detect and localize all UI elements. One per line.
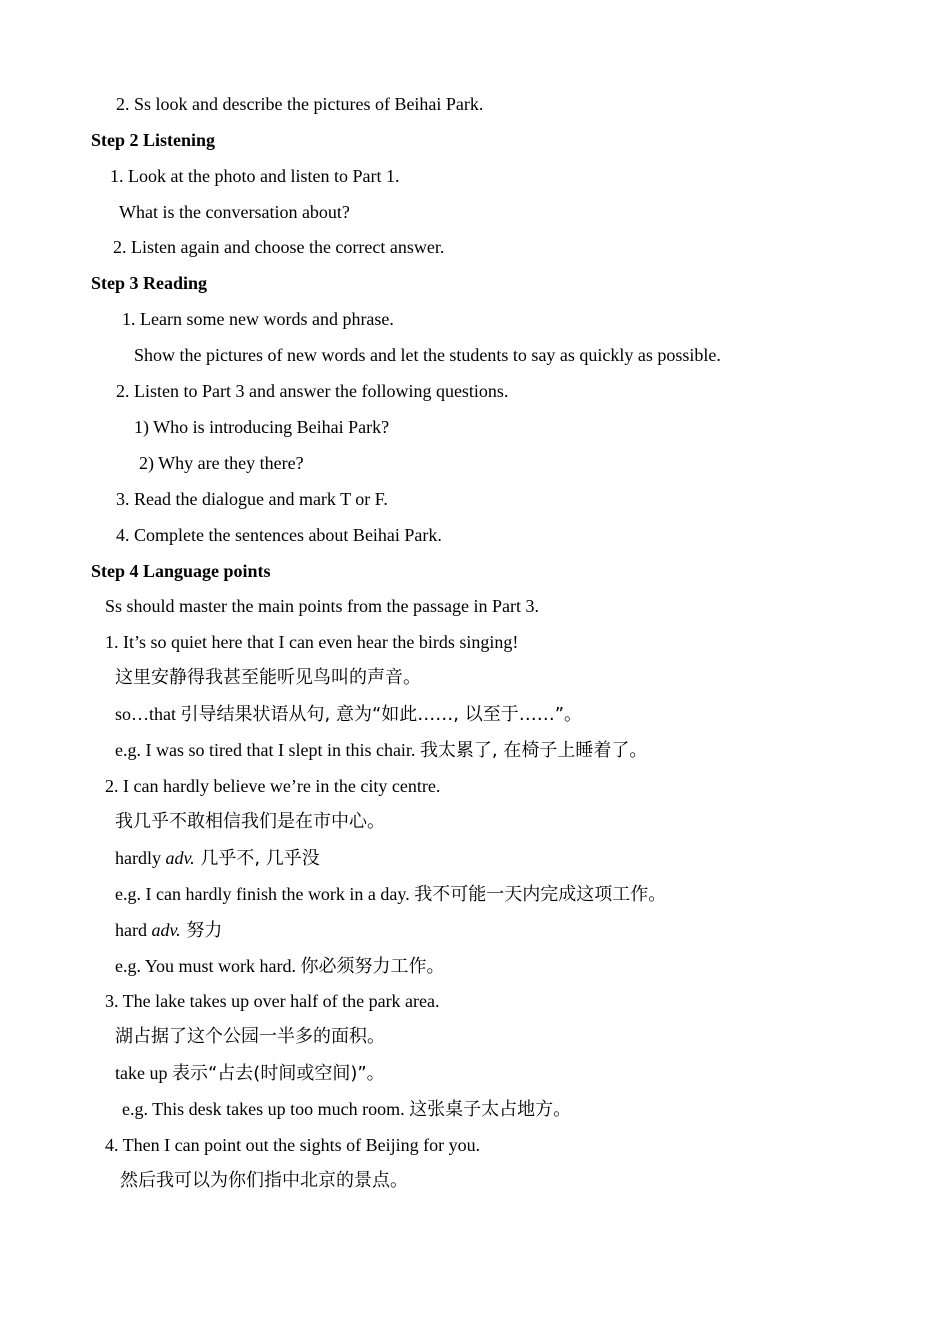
point-3-sentence: 3. The lake takes up over half of the park area. <box>105 991 440 1011</box>
hard-pos: adv. <box>151 920 181 940</box>
point-2-translation: 我几乎不敢相信我们是在市中心。 <box>115 811 385 832</box>
step3-item-1-detail: Show the pictures of new words and let the students to say as quickly as possible. <box>134 345 721 365</box>
point-2-sentence: 2. I can hardly believe we’re in the city centre. <box>105 776 441 796</box>
point-1-example-zh: 我太累了, 在椅子上睡着了。 <box>419 740 648 761</box>
step2-heading: Step 2 Listening <box>91 130 216 150</box>
point-1-example <box>115 739 647 762</box>
hardly-word: hardly <box>115 848 166 868</box>
point-4-sentence: 4. Then I can point out the sights of Beijing for you. <box>105 1135 481 1155</box>
hard-word: hard <box>115 920 152 940</box>
point-2-example-1 <box>115 883 666 906</box>
point-2-example-2-zh: 你必须努力工作。 <box>300 956 445 977</box>
point-2-example-2 <box>115 955 445 978</box>
hardly-meaning: 几乎不, 几乎没 <box>194 848 320 869</box>
point-1-note-explanation: 引导结果状语从句, 意为“如此……, 以至于……”。 <box>180 704 583 725</box>
hardly-pos: adv. <box>165 848 195 868</box>
step3-question-2: 2) Why are they there? <box>139 453 304 473</box>
point-3-note <box>115 1062 385 1085</box>
step3-heading: Step 3 Reading <box>91 273 208 293</box>
point-1-note <box>115 703 582 726</box>
point-4-translation: 然后我可以为你们指中北京的景点。 <box>120 1170 408 1191</box>
step2-item-2: 2. Listen again and choose the correct answer. <box>113 237 445 257</box>
step4-intro: Ss should master the main points from the passage in Part 3. <box>105 596 539 616</box>
point-2-example-2-en: e.g. You must work hard. <box>115 956 301 976</box>
point-2-note-hardly <box>115 847 320 870</box>
point-1-example-en: e.g. I was so tired that I slept in this chair. <box>115 740 420 760</box>
step3-item-1: 1. Learn some new words and phrase. <box>122 309 394 329</box>
step3-item-3: 3. Read the dialogue and mark T or F. <box>116 489 388 509</box>
point-3-example <box>122 1098 571 1121</box>
point-1-sentence: 1. It’s so quiet here that I can even hear the birds singing! <box>105 632 519 652</box>
step4-heading: Step 4 Language points <box>91 561 271 581</box>
hard-meaning: 努力 <box>180 920 223 941</box>
point-1-translation: 这里安静得我甚至能听见鸟叫的声音。 <box>115 667 421 688</box>
point-3-note-term: take up <box>115 1063 172 1083</box>
step3-item-2: 2. Listen to Part 3 and answer the following questions. <box>116 381 509 401</box>
step3-item-4: 4. Complete the sentences about Beihai Park. <box>116 525 442 545</box>
point-2-example-1-zh: 我不可能一天内完成这项工作。 <box>414 884 667 905</box>
point-3-note-explanation: 表示“占去(时间或空间)”。 <box>171 1063 385 1084</box>
step1-item-2: 2. Ss look and describe the pictures of Beihai Park. <box>116 94 484 114</box>
step3-question-1: 1) Who is introducing Beihai Park? <box>134 417 390 437</box>
step2-item-1-question: What is the conversation about? <box>119 202 350 222</box>
point-3-example-zh: 这张桌子太占地方。 <box>409 1099 572 1120</box>
step2-item-1: 1. Look at the photo and listen to Part 1. <box>110 166 400 186</box>
point-3-translation: 湖占据了这个公园一半多的面积。 <box>115 1026 385 1047</box>
point-2-example-1-en: e.g. I can hardly finish the work in a day. <box>115 884 415 904</box>
point-2-note-hard <box>115 919 222 942</box>
point-3-example-en: e.g. This desk takes up too much room. <box>122 1099 410 1119</box>
point-1-note-term: so…that <box>115 704 181 724</box>
